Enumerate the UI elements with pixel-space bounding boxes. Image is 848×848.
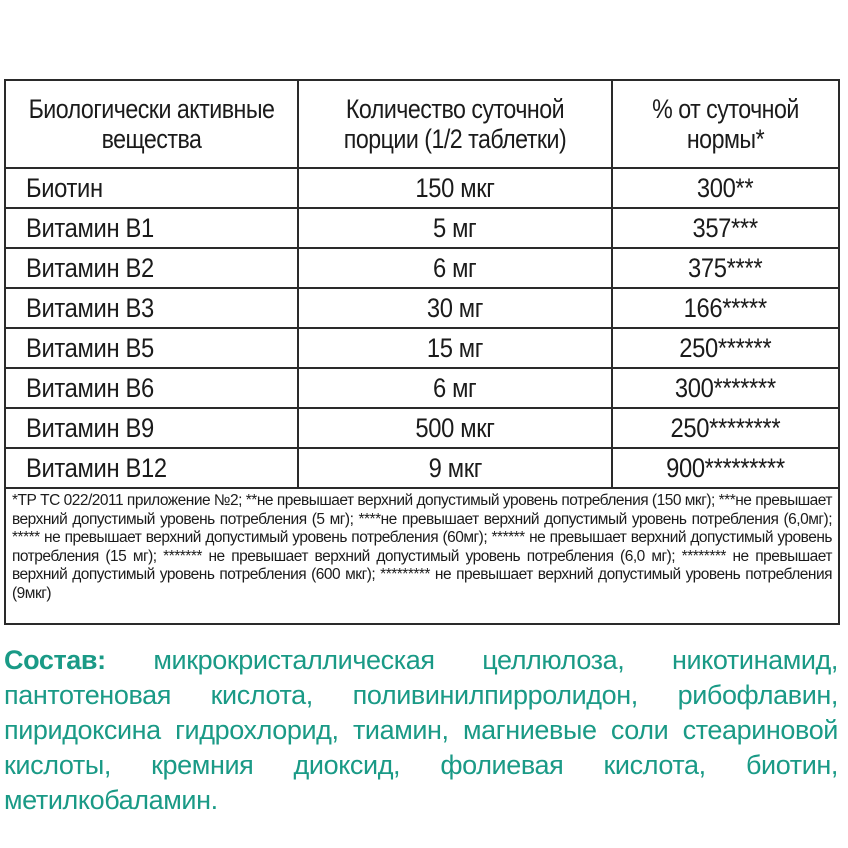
row-amount: 6 мг — [298, 368, 612, 408]
row-percent: 250******** — [612, 408, 839, 448]
table-row — [5, 408, 839, 448]
table-header-row — [5, 80, 839, 168]
row-name: Витамин B2 — [5, 248, 298, 288]
row-amount: 30 мг — [298, 288, 612, 328]
composition-paragraph — [4, 643, 838, 818]
composition-text: микрокристаллическая целлюлоза, никотинамид, пантотеновая кислота, поливинилпирролидон, рибофлавин, пиридоксина гидрохлорид, тиамин, магниевые соли стеариновой кислоты, кремния диоксид, фолиевая кислота, биотин, метилкобаламин. — [4, 645, 838, 815]
table-row — [5, 368, 839, 408]
header-substances: Биологически активные вещества — [5, 80, 298, 168]
row-name: Витамин B3 — [5, 288, 298, 328]
row-amount: 150 мкг — [298, 168, 612, 208]
header-daily-percent: % от суточной нормы* — [612, 80, 839, 168]
row-percent: 375**** — [612, 248, 839, 288]
table-row — [5, 288, 839, 328]
row-amount: 5 мг — [298, 208, 612, 248]
footnote-row — [5, 488, 839, 624]
row-amount: 500 мкг — [298, 408, 612, 448]
table-row — [5, 448, 839, 488]
composition-label: Состав: — [4, 645, 106, 675]
row-name: Витамин B1 — [5, 208, 298, 248]
table-row — [5, 248, 839, 288]
header-daily-amount: Количество суточной порции (1/2 таблетки) — [298, 80, 612, 168]
table-row — [5, 328, 839, 368]
row-name: Витамин B6 — [5, 368, 298, 408]
row-name: Витамин B9 — [5, 408, 298, 448]
row-percent: 357*** — [612, 208, 839, 248]
row-percent: 166***** — [612, 288, 839, 328]
table-row — [5, 168, 839, 208]
table-row — [5, 208, 839, 248]
row-name: Витамин B5 — [5, 328, 298, 368]
row-percent: 250****** — [612, 328, 839, 368]
row-amount: 15 мг — [298, 328, 612, 368]
row-amount: 6 мг — [298, 248, 612, 288]
row-name: Витамин B12 — [5, 448, 298, 488]
row-amount: 9 мкг — [298, 448, 612, 488]
row-percent: 300** — [612, 168, 839, 208]
footnote-text: *ТР ТС 022/2011 приложение №2; **не превышает верхний допустимый уровень потребления (150 мкг); ***не превышает верхний допустимый уровень потребления (5 мг); ****не превышает верхний допустимый уровень потребления (6,0мг); ***** не превышает верхний допустимый уровень потребления (60мг); ****** не превышает верхний допустимый уровень потребления (15 мг); ******* не превышает верхний допустимый уровень потребления (6,0 мг); ******** не превышает верхний допустимый уровень потребления (600 мкг); ********* не превышает верхний допустимый уровень потребления (9мкг) — [5, 488, 839, 624]
row-percent: 900********* — [612, 448, 839, 488]
nutrition-table — [4, 79, 840, 625]
row-name: Биотин — [5, 168, 298, 208]
row-percent: 300******* — [612, 368, 839, 408]
